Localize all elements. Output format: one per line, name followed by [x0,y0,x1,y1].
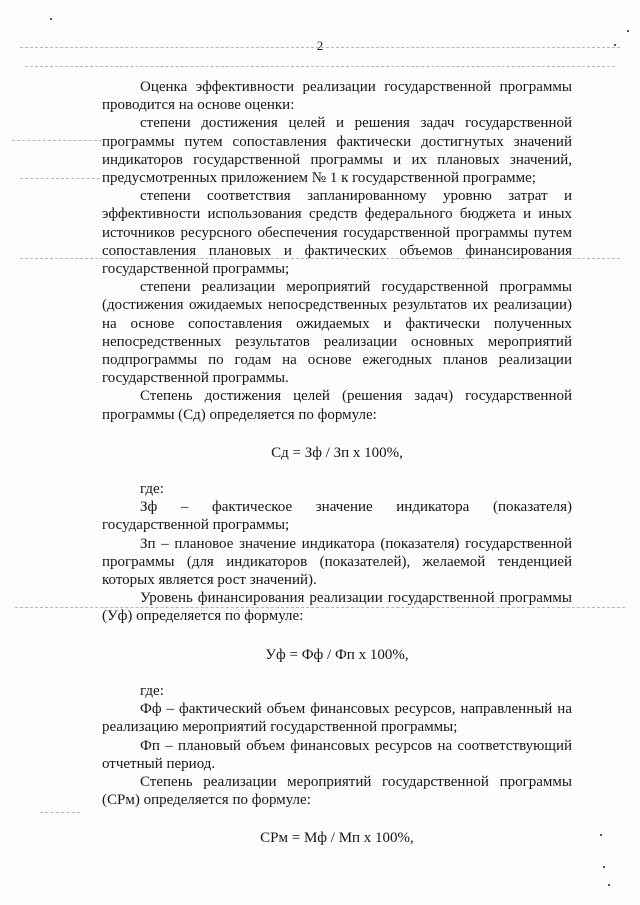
scan-artifact-line [25,66,615,67]
formula-sd: Сд = Зф / Зп х 100%, [271,444,403,461]
paragraph: степени реализации мероприятий государственной программы (достижения ожидаемых непосредственных результатов их реализации) на основе сопоставления ожидаемых и фактически полученных непосредственных результатов реализации основных мероприятий подпрограммы по годам на основе ежегодных планов реализации государственной программы. [102,279,572,387]
scan-artifact-line [40,812,80,813]
document-body [102,78,572,866]
paragraph: Уровень финансирования реализации государственной программы (Уф) определяется по формуле: [102,590,572,625]
where-label: где: [140,682,164,699]
paragraph: Степень достижения целей (решения задач) государственной программы (Сд) определяется по формуле: [102,388,572,423]
paragraph: степени достижения целей и решения задач государственной программы путем сопоставления фактически достигнутых значений индикаторов государственной программы и их плановых значений, предусмотренных приложением № 1 к государственной программе; [102,115,572,187]
paragraph: Степень реализации мероприятий государственной программы (СРм) определяется по формуле: [102,773,572,809]
scan-artifact-dot [608,884,610,886]
scan-artifact-dot [603,866,605,868]
where-label: где: [140,481,164,498]
page-number: 2 [316,38,324,53]
scan-artifact-line [20,178,100,179]
definition: Фф – фактический объем финансовых ресурсов, направленный на реализацию мероприятий государственной программы; [102,701,572,736]
formula-srm: СРм = Мф / Мп х 100%, [260,830,414,847]
scan-artifact-line [12,140,102,141]
scan-artifact-dot [600,834,602,836]
formula-uf: Уф = Фф / Фп х 100%, [265,646,409,663]
paragraph: степени соответствия запланированному уровню затрат и эффективности использования средств федерального бюджета и иных источников ресурсного обеспечения государственной программы путем сопоставления плановых и фактических объемов финансирования государственной программы; [102,188,572,278]
scan-artifact-dot [50,18,52,20]
definition: Фп – плановый объем финансовых ресурсов на соответствующий отчетный период. [102,737,572,772]
definition: Зп – плановое значение индикатора (показателя) государственной программы (для индикаторов (показателей), желаемой тенденцией которых является рост значений). [102,535,572,589]
paragraph: Оценка эффективности реализации государственной программы проводится на основе оценки: [102,79,572,114]
definition: Зф – фактическое значение индикатора (показателя) государственной программы; [102,499,572,534]
scan-artifact-dot [627,30,629,32]
